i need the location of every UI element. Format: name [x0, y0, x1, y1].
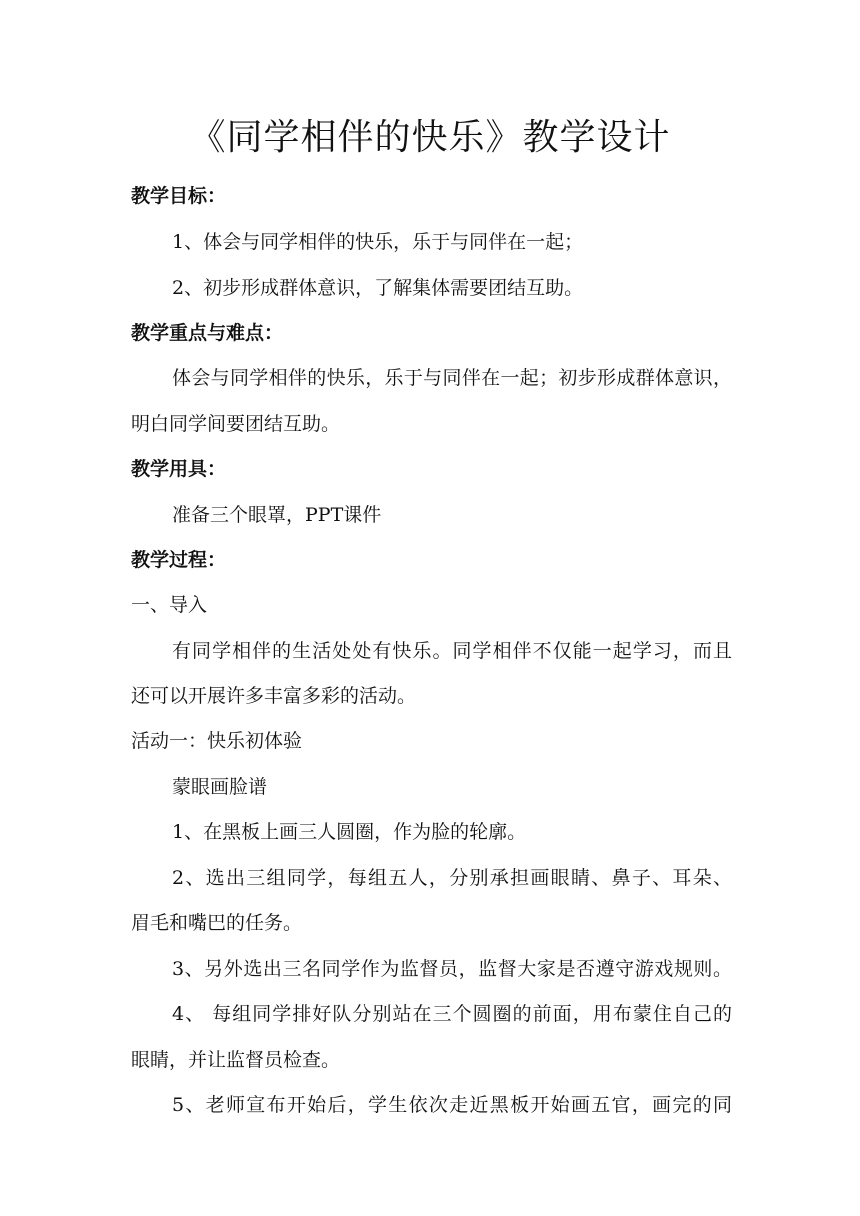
- intro-line-1: 有同学相伴的生活处处有快乐。同学相伴不仅能一起学习，而且: [172, 640, 732, 662]
- key-points-line-1: 体会与同学相伴的快乐，乐于与同伴在一起；初步形成群体意识，: [172, 367, 732, 389]
- objective-line-2: 2、初步形成群体意识，了解集体需要团结互助。: [172, 277, 584, 299]
- intro-line-2: 还可以开展许多丰富多彩的活动。: [131, 685, 417, 707]
- heading-process: 教学过程：: [131, 549, 227, 571]
- section-intro-heading: 一、导入: [131, 594, 208, 616]
- step-4-line-1: 4、 每组同学排好队分别站在三个圆圈的前面，用布蒙住自己的: [172, 1003, 732, 1025]
- step-2-line-1: 2、选出三组同学，每组五人，分别承担画眼睛、鼻子、耳朵、: [172, 867, 732, 889]
- heading-objectives: 教学目标：: [131, 185, 227, 207]
- activity-one-name: 蒙眼画脸谱: [172, 776, 268, 798]
- heading-materials: 教学用具：: [131, 458, 227, 480]
- step-3-line: 3、另外选出三名同学作为监督员，监督大家是否遵守游戏规则。: [172, 958, 732, 980]
- step-4-line-2: 眼睛，并让监督员检查。: [131, 1049, 341, 1071]
- key-points-line-2: 明白同学间要团结互助。: [131, 413, 341, 435]
- activity-one-heading: 活动一：快乐初体验: [131, 730, 303, 752]
- step-5-line-1: 5、老师宣布开始后，学生依次走近黑板开始画五官，画完的同: [172, 1094, 732, 1116]
- document-title: 《同学相伴的快乐》教学设计: [189, 117, 671, 158]
- step-1-line: 1、在黑板上画三人圆圈，作为脸的轮廓。: [172, 821, 527, 843]
- heading-key-points: 教学重点与难点：: [131, 322, 284, 344]
- materials-line: 准备三个眼罩，PPT课件: [172, 504, 382, 526]
- objective-line-1: 1、体会与同学相伴的快乐，乐于与同伴在一起；: [172, 231, 584, 253]
- step-2-line-2: 眉毛和嘴巴的任务。: [131, 912, 303, 934]
